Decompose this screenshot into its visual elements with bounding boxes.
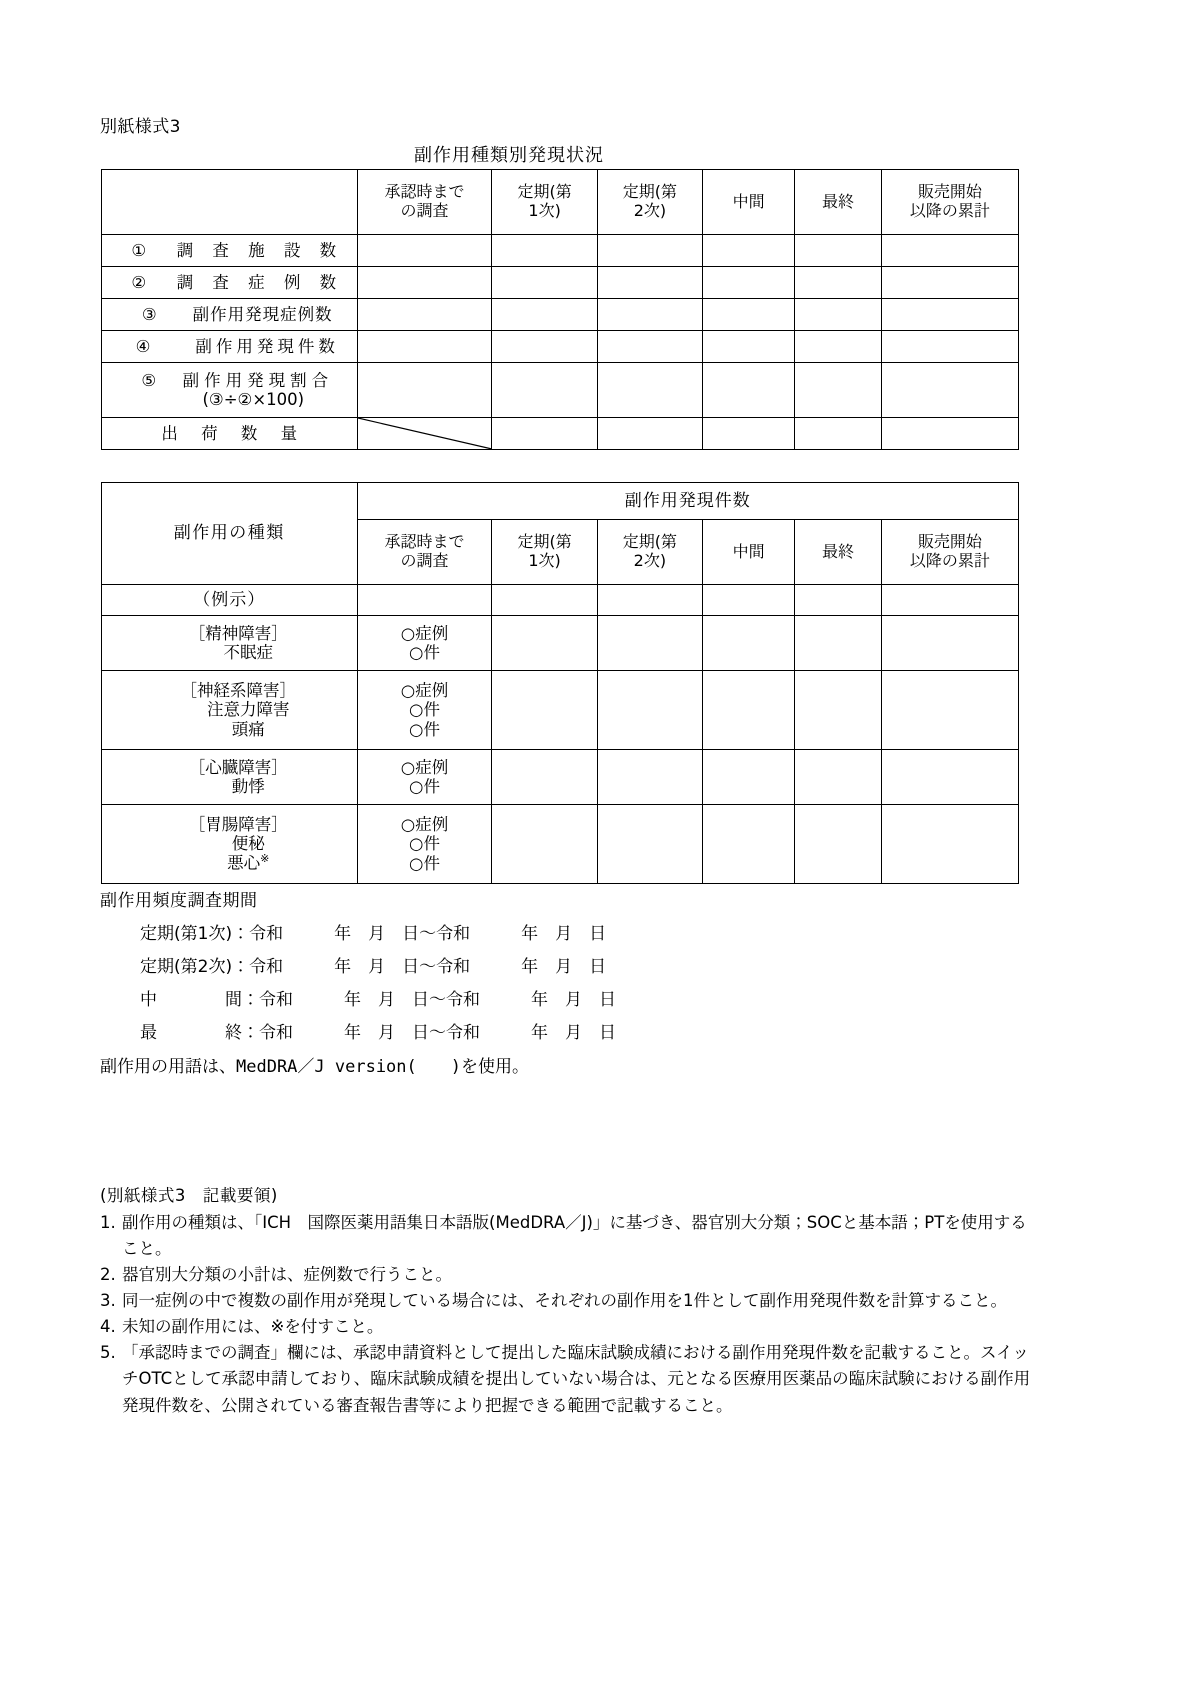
soc-count: ○症例	[400, 623, 449, 643]
periodic2-line1: 定期(第	[622, 182, 678, 202]
cell-final[interactable]	[795, 671, 882, 750]
cell-periodic1[interactable]	[492, 616, 597, 671]
cell-final[interactable]	[795, 585, 882, 616]
adverse-reaction-summary-table	[101, 169, 1019, 450]
periodic1-line2: 1次)	[528, 551, 561, 570]
cell-approval[interactable]	[357, 616, 492, 671]
note-item-1	[100, 1210, 1035, 1262]
cell-periodic2[interactable]	[597, 585, 702, 616]
table2-header-cumulative	[881, 520, 1018, 585]
pt-name: 動悸	[231, 777, 265, 796]
cell-interim[interactable]	[703, 299, 795, 331]
example-label: （例示）	[102, 585, 358, 616]
table-row-example	[102, 585, 1019, 616]
note-number: 2.	[100, 1265, 116, 1285]
adverse-reaction-type-table	[101, 482, 1019, 884]
cumulative-line2: 以降の累計	[909, 551, 990, 570]
table2-header-interim: 中間	[703, 520, 795, 585]
cell-periodic2[interactable]	[597, 805, 702, 884]
soc-name: ［胃腸障害］	[188, 814, 288, 834]
table1-header-periodic1	[492, 170, 597, 235]
row-label-ar-cases: ③ 副作用発現症例数	[102, 299, 358, 331]
soc-count: ○症例	[400, 814, 449, 834]
cell-final[interactable]	[795, 331, 882, 363]
periodic1-line1: 定期(第	[517, 182, 572, 202]
cell-cumulative[interactable]	[881, 299, 1018, 331]
cell-periodic1[interactable]	[492, 299, 597, 331]
approval-line1: 承認時まで	[384, 532, 465, 552]
cell-cumulative[interactable]	[881, 331, 1018, 363]
cell-interim[interactable]	[703, 616, 795, 671]
table-row	[102, 418, 1019, 450]
cell-periodic2[interactable]	[597, 299, 702, 331]
pt-name-unknown-marked: 悪心※	[227, 852, 270, 873]
cell-interim[interactable]	[703, 750, 795, 805]
soc-name: ［神経系障害］	[180, 680, 297, 700]
pt-count: ○件	[409, 700, 440, 720]
cell-final[interactable]	[795, 267, 882, 299]
table1-header-interim: 中間	[703, 170, 795, 235]
table-row	[102, 331, 1019, 363]
pt-count: ○件	[409, 834, 440, 854]
table-row	[102, 671, 1019, 750]
cell-approval[interactable]	[357, 235, 492, 267]
approval-line2: の調査	[400, 201, 449, 220]
note-item-4	[100, 1314, 1035, 1340]
instructions-title: (別紙様式3 記載要領)	[100, 1186, 278, 1205]
table-row	[102, 267, 1019, 299]
soc-group-cardiac	[102, 750, 358, 805]
table-row	[102, 805, 1019, 884]
cell-periodic2[interactable]	[597, 750, 702, 805]
periodic2-line2: 2次)	[633, 551, 667, 570]
periodic2-line1: 定期(第	[622, 532, 677, 552]
soc-name: ［精神障害］	[188, 623, 288, 643]
cell-periodic1[interactable]	[492, 235, 597, 267]
cell-cumulative[interactable]	[881, 671, 1018, 750]
table2-header-kind: 副作用の種類	[102, 483, 358, 585]
note-text: 同一症例の中で複数の副作用が発現している場合には、それぞれの副作用を1件として副作用発現件数を計算すること。	[122, 1291, 1007, 1311]
cell-cumulative[interactable]	[881, 418, 1018, 450]
table1-header-blank	[102, 170, 358, 235]
cumulative-line1: 販売開始	[917, 532, 982, 552]
cell-periodic1[interactable]	[492, 363, 597, 418]
note-number: 4.	[100, 1317, 116, 1337]
table1-header-final: 最終	[795, 170, 882, 235]
table-row	[102, 299, 1019, 331]
note-text: 未知の副作用には、※を付すこと。	[122, 1317, 384, 1337]
approval-line2: の調査	[400, 551, 449, 570]
cell-final[interactable]	[795, 805, 882, 884]
cell-final[interactable]	[795, 235, 882, 267]
meddra-version-line: 副作用の用語は、MedDRA／J version( )を使用。	[100, 1057, 529, 1077]
cell-approval[interactable]	[357, 267, 492, 299]
soc-count: ○症例	[400, 680, 449, 700]
periodic1-line1: 定期(第	[517, 532, 572, 552]
cell-approval[interactable]	[357, 585, 492, 616]
table-row	[102, 750, 1019, 805]
period-line-periodic1: 定期(第1次)：令和 年 月 日〜令和 年 月 日	[140, 924, 607, 944]
cumulative-line1: 販売開始	[917, 182, 982, 202]
cell-approval[interactable]	[357, 671, 492, 750]
cell-cumulative[interactable]	[881, 363, 1018, 418]
instructions-block	[100, 1183, 1035, 1419]
period-line-periodic2: 定期(第2次)：令和 年 月 日〜令和 年 月 日	[140, 957, 607, 977]
row-label-shipment-qty: 出 荷 数 量	[102, 418, 358, 450]
pt-name: 注意力障害	[207, 700, 290, 720]
cell-periodic2[interactable]	[597, 418, 702, 450]
pt-name: 便秘	[231, 834, 265, 854]
table-row	[102, 235, 1019, 267]
table1-header-periodic2	[597, 170, 702, 235]
approval-line1: 承認時まで	[384, 182, 465, 202]
cell-cumulative[interactable]	[881, 585, 1018, 616]
table-row	[102, 616, 1019, 671]
table1-title: 副作用種類別発現状況	[414, 145, 604, 166]
table2-header-final: 最終	[795, 520, 882, 585]
note-item-3	[100, 1288, 1035, 1314]
cell-interim[interactable]	[703, 671, 795, 750]
cell-periodic1[interactable]	[492, 585, 597, 616]
pt-name: 不眠症	[223, 643, 274, 662]
cell-approval-struck-out	[357, 418, 492, 450]
period-line-final: 最 終：令和 年 月 日〜令和 年 月 日	[140, 1023, 616, 1043]
soc-group-psychiatric	[102, 616, 358, 671]
period-line-interim: 中 間：令和 年 月 日〜令和 年 月 日	[140, 990, 616, 1010]
cell-interim[interactable]	[703, 418, 795, 450]
table1-header-cumulative	[881, 170, 1018, 235]
cell-periodic1[interactable]	[492, 805, 597, 884]
soc-name: ［心臓障害］	[188, 757, 288, 777]
cell-interim[interactable]	[703, 585, 795, 616]
note-text: 器官別大分類の小計は、症例数で行うこと。	[122, 1265, 452, 1285]
unknown-ar-marker-icon: ※	[260, 852, 270, 866]
form-id: 別紙様式3	[100, 117, 181, 137]
cell-final[interactable]	[795, 616, 882, 671]
cell-cumulative[interactable]	[881, 267, 1018, 299]
cell-periodic2[interactable]	[597, 616, 702, 671]
cell-final[interactable]	[795, 750, 882, 805]
cell-periodic2[interactable]	[597, 235, 702, 267]
pt-count: ○件	[409, 853, 440, 873]
cell-cumulative[interactable]	[881, 805, 1018, 884]
cell-periodic2[interactable]	[597, 267, 702, 299]
soc-group-nervous	[102, 671, 358, 750]
cell-cumulative[interactable]	[881, 750, 1018, 805]
cell-final[interactable]	[795, 299, 882, 331]
cell-final[interactable]	[795, 363, 882, 418]
cell-approval[interactable]	[357, 805, 492, 884]
cell-periodic1[interactable]	[492, 267, 597, 299]
note-item-2	[100, 1262, 1035, 1288]
cell-interim[interactable]	[703, 805, 795, 884]
row-label-survey-cases: ② 調 査 症 例 数	[102, 267, 358, 299]
cell-periodic1[interactable]	[492, 671, 597, 750]
cell-approval[interactable]	[357, 299, 492, 331]
table-row	[102, 363, 1019, 418]
table2-header-periodic2	[597, 520, 702, 585]
cell-interim[interactable]	[703, 331, 795, 363]
cell-periodic2[interactable]	[597, 331, 702, 363]
table2-header-approval	[357, 520, 492, 585]
cell-interim[interactable]	[703, 363, 795, 418]
cell-cumulative[interactable]	[881, 616, 1018, 671]
cell-periodic2[interactable]	[597, 671, 702, 750]
table2-group-header-row	[102, 483, 1019, 520]
cell-periodic1[interactable]	[492, 331, 597, 363]
cell-interim[interactable]	[703, 235, 795, 267]
pt-count: ○件	[409, 719, 440, 739]
note-text: 副作用の種類は、「ICH 国際医薬用語集日本語版(MedDRA／J)」に基づき、器官別大分類；SOCと基本語；PTを使用すること。	[122, 1213, 1027, 1259]
diagonal-strike-icon	[358, 418, 492, 449]
table1-header-row	[102, 170, 1019, 235]
cell-approval[interactable]	[357, 331, 492, 363]
pt-count: ○件	[409, 643, 440, 662]
cell-periodic1[interactable]	[492, 418, 597, 450]
cumulative-line2: 以降の累計	[909, 201, 990, 220]
periodic1-line2: 1次)	[528, 201, 561, 220]
note-number: 5.	[100, 1343, 116, 1363]
note-number: 1.	[100, 1213, 116, 1233]
cell-cumulative[interactable]	[881, 235, 1018, 267]
periodic2-line2: 2次)	[633, 201, 667, 220]
row-label-survey-facilities: ① 調 査 施 設 数	[102, 235, 358, 267]
cell-periodic1[interactable]	[492, 750, 597, 805]
table2-header-periodic1	[492, 520, 597, 585]
cell-approval[interactable]	[357, 363, 492, 418]
soc-group-gastrointestinal	[102, 805, 358, 884]
soc-count: ○症例	[400, 757, 449, 777]
pt-name: 頭痛	[231, 719, 265, 739]
note-text: 「承認時までの調査」欄には、承認申請資料として提出した臨床試験成績における副作用発現件数を記載すること。スイッチOTCとして承認申請しており、臨床試験成績を提出していない場合は、元となる医療用医薬品の臨床試験における副作用発現件数を、公開されている審査報告書等により把握できる範囲で記載すること。	[122, 1343, 1031, 1415]
table1-header-approval	[357, 170, 492, 235]
cell-periodic2[interactable]	[597, 363, 702, 418]
cell-final[interactable]	[795, 418, 882, 450]
cell-approval[interactable]	[357, 750, 492, 805]
survey-period-heading: 副作用頻度調査期間	[100, 891, 258, 911]
cell-interim[interactable]	[703, 267, 795, 299]
pt-count: ○件	[409, 777, 440, 796]
table2-header-group-count: 副作用発現件数	[357, 483, 1018, 520]
note-number: 3.	[100, 1291, 116, 1311]
row-label-ar-count: ④ 副作用発現件数	[102, 331, 358, 363]
row-label-ar-rate: ⑤ 副作用発現割合 (③÷②×100)	[102, 363, 358, 418]
note-item-5	[100, 1340, 1035, 1418]
